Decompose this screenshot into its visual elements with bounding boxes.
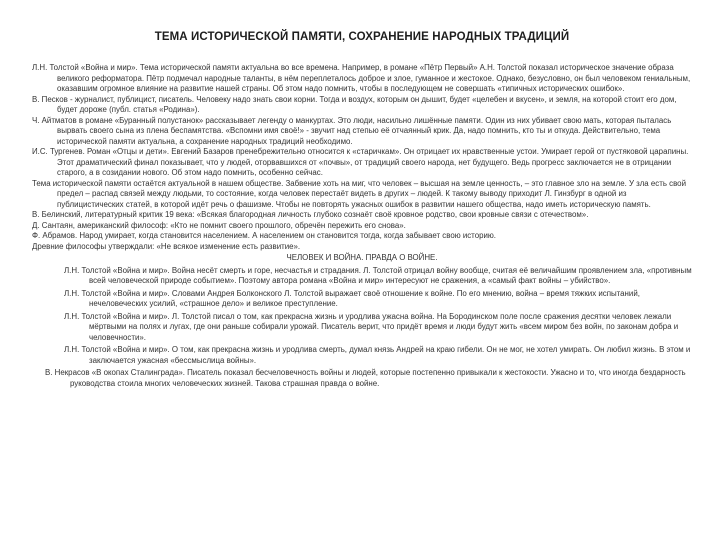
paragraph-turgenev: И.С. Тургенев. Роман «Отцы и дети». Евгений Базаров пренебрежительно относится к «старичкам». Он отрицает их нравственные устои. Умирает герой от пустяковой царапины. Этот драматический финал показывает, что у людей, оторвавшихся от «почвы», от традиций своего народа, нет будущего. Ведь прогресс заключается не в отрицании старого, а в созидании нового. Об этом надо помнить, особенно сейчас.: [32, 147, 689, 177]
paragraph-aitmatov: Ч. Айтматов в романе «Буранный полустанок» рассказывает легенду о манкуртах. Это люди, насильно лишённые памяти. Один из них убивает свою мать, которая пыталась вырвать своего сына из плена беспамятства. «Вспомни имя своё!» - звучит над степью её отчаянный крик. Да, надо помнить, кто ты и откуда. Действительно, тема исторической памяти актуальна, а сохранение народных традиций необходимо.: [32, 115, 672, 146]
paragraph-tolstoy-peter: Л.Н. Толстой «Война и мир». Тема исторической памяти актуальна во все времена. Например, в романе «Пётр Первый» А.Н. Толстой показал историческое значение образа великого реформатора. Пётр подмечал народные таланты, в нём переплеталось доброе и злое, гуманное и жестокое. Однако, безусловно, он был человеком гениальным, оказавшим огромное влияние на развитие нашей страны. Об этом надо помнить, чтобы в последующем не совершать «типичных исторических ошибок».: [32, 63, 691, 93]
paragraph-historical-memory: Тема исторической памяти остаётся актуальной в нашем обществе. Забвение хоть на миг, что человек – высшая на земле ценность, – это главное зло на земле. У зла есть свой предел – распад связей между людьми, то состояние, когда человек перестаёт видеть в других – людей. К такому выводу приходит Л. Гинзбург в одной из публицистических статей, в которой идёт речь о фашизме. Чтобы не повторять ужасных ошибок в развитии нашего общества, надо иметь историческую память.: [32, 178, 686, 209]
war-paragraph: Л.Н. Толстой «Война и мир». Л. Толстой писал о том, как прекрасна жизнь и уродлива ужасна война. На Бородинском поле после сражения десятки человек лежали мёртвыми на полях и лугах, где они раньше собирали урожай. Писатель верит, что придёт время и люди будут жить «всем миром без войн, по законам добра и человечности».: [64, 311, 679, 342]
war-paragraph: Л.Н. Толстой «Война и мир». Словами Андрея Болконского Л. Толстой выражает своё отношение к войне. По его мнению, война – время тяжких испытаний, нечеловеческих усилий, «страшное дело» и великое преступление.: [64, 288, 640, 308]
paragraph-peskov: В. Песков - журналист, публицист, писатель. Человеку надо знать свои корни. Тогда и воздух, которым он дышит, будет «целебен и вкусен», и земля, на которой стоит его дом, будет дороже (публ. статья «Родина»).: [32, 94, 677, 114]
paragraph-philosophers: Древние философы утверждали: «Не всякое изменение есть развитие».: [32, 241, 301, 251]
document-title: ТЕМА ИСТОРИЧЕСКОЙ ПАМЯТИ, СОХРАНЕНИЕ НАРОДНЫХ ТРАДИЦИЙ: [154, 31, 570, 43]
war-paragraph: Л.Н. Толстой «Война и мир». Война несёт смерть и горе, несчастья и страдания. Л. Толстой отрицал войну вообще, считая её величайшим проявлением зла, «противным всей человеческой природе событием». Поэтому автора романа «Война и мир» интересуют не сражения, а «самый факт войны – убийство».: [64, 265, 692, 285]
war-paragraph: Л.Н. Толстой «Война и мир». О том, как прекрасна жизнь и уродлива смерть, думал князь Андрей на краю гибели. Он не мог, не хотел умирать. Он любил жизнь. В этом и заключается ужасная «бессмыслица войны».: [64, 345, 691, 365]
paragraph-santayana: Д. Сантаян, американский философ: «Кто не помнит своего прошлого, обречён пережить его снова».: [32, 220, 406, 230]
section-subheading: ЧЕЛОВЕК И ВОЙНА. ПРАВДА О ВОЙНЕ.: [286, 253, 438, 262]
paragraph-belinsky: В. Белинский, литературный критик 19 века: «Всякая благородная личность глубоко сознаёт своё кровное родство, свои кровные связи с отечеством».: [32, 210, 589, 219]
paragraph-nekrasov: В. Некрасов «В окопах Сталинграда». Писатель показал бесчеловечность войны и людей, которые постепенно привыкали к жестокости. Ужасно и то, что иногда бездарность руководства стоила многих человеческих жизней. Такова страшная правда о войне.: [45, 368, 686, 388]
paragraph-abramov: Ф. Абрамов. Народ умирает, когда становится населением. А населением он становится тогда, когда забывает свою историю.: [32, 231, 496, 240]
